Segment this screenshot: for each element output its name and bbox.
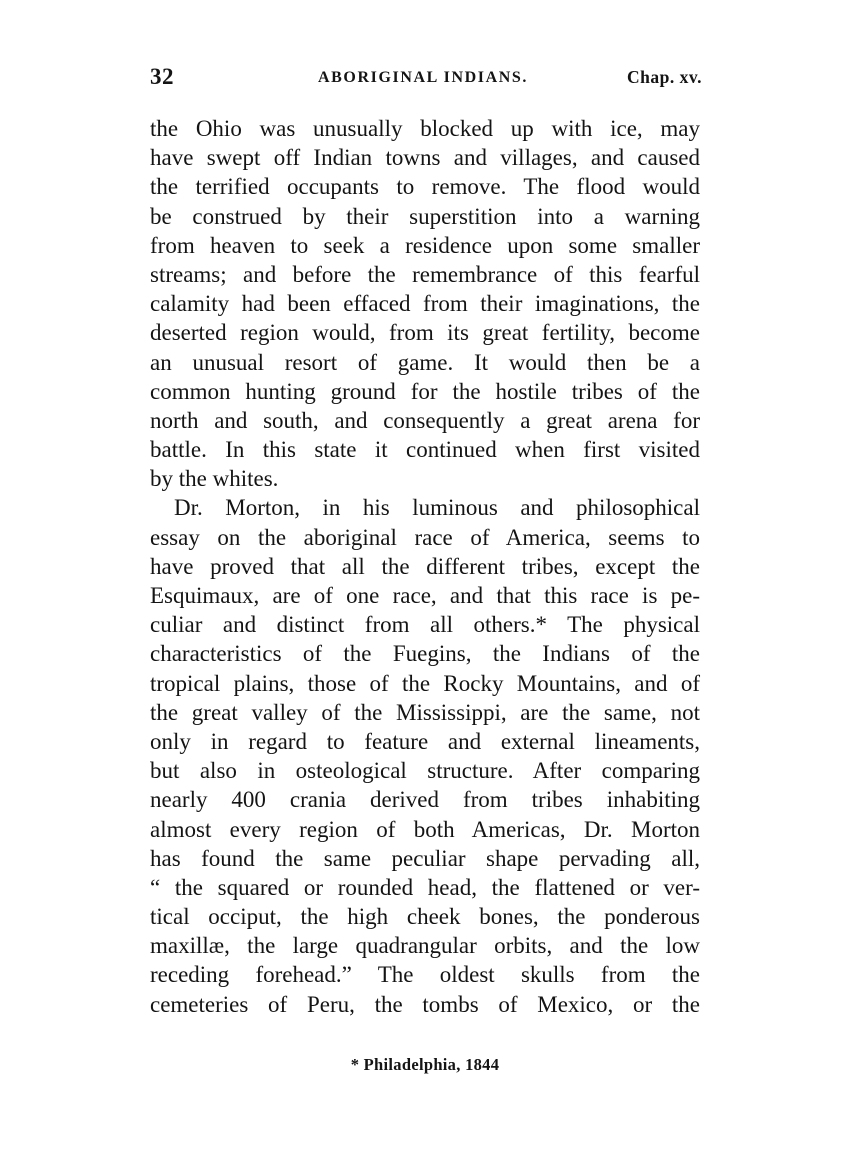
text-line: have proved that all the different tribes, except the <box>150 553 700 579</box>
text-line: battle. In this state it continued when first visited <box>150 437 700 463</box>
text-line: calamity had been effaced from their imaginations, the <box>150 291 700 317</box>
text-line: tropical plains, those of the Rocky Mountains, and of <box>150 670 700 696</box>
text-line: deserted region would, from its great fertility, become <box>150 320 700 346</box>
text-line: tical occiput, the high cheek bones, the ponderous <box>150 904 700 930</box>
footnote: * Philadelphia, 1844 <box>350 1055 500 1074</box>
text-line: streams; and before the remembrance of this fearful <box>150 261 700 287</box>
text-line: characteristics of the Fuegins, the Indians of the <box>150 641 700 667</box>
text-line: have swept off Indian towns and villages, and caused <box>150 145 700 171</box>
text-line: “ the squared or rounded head, the flattened or ver- <box>150 874 700 900</box>
paragraph-start-line: Dr. Morton, in his luminous and philosophical <box>174 495 700 521</box>
text-line: be construed by their superstition into a warning <box>150 203 700 229</box>
text-line: but also in osteological structure. After comparing <box>150 758 700 784</box>
page-number: 32 <box>150 64 174 89</box>
text-line: cemeteries of Peru, the tombs of Mexico, or the <box>150 991 700 1017</box>
text-line: nearly 400 crania derived from tribes inhabiting <box>150 787 700 813</box>
text-line: north and south, and consequently a great arena for <box>150 407 700 433</box>
paragraph-end-line: by the whites. <box>150 466 279 492</box>
text-line: the terrified occupants to remove. The flood would <box>150 174 700 200</box>
text-line: culiar and distinct from all others.* The physical <box>150 612 700 638</box>
text-line: receding forehead.” The oldest skulls from the <box>150 962 700 988</box>
text-line: from heaven to seek a residence upon some smaller <box>150 232 700 258</box>
running-title: ABORIGINAL INDIANS. <box>318 69 528 86</box>
text-line: maxillæ, the large quadrangular orbits, and the low <box>150 933 700 959</box>
text-line: only in regard to feature and external lineaments, <box>150 728 700 754</box>
body-text <box>150 114 700 1019</box>
text-line: almost every region of both Americas, Dr. Morton <box>150 816 700 842</box>
text-line: essay on the aboriginal race of America, seems to <box>150 524 700 550</box>
text-line: has found the same peculiar shape pervading all, <box>150 845 700 871</box>
text-line: Esquimaux, are of one race, and that this race is pe- <box>150 583 700 608</box>
text-line: an unusual resort of game. It would then be a <box>150 349 700 375</box>
text-line: common hunting ground for the hostile tribes of the <box>150 378 700 404</box>
text-line: the Ohio was unusually blocked up with ice, may <box>150 116 700 141</box>
running-head <box>150 64 710 94</box>
text-line: the great valley of the Mississippi, are the same, not <box>150 699 700 725</box>
chapter-reference: Chap. xv. <box>626 67 702 87</box>
